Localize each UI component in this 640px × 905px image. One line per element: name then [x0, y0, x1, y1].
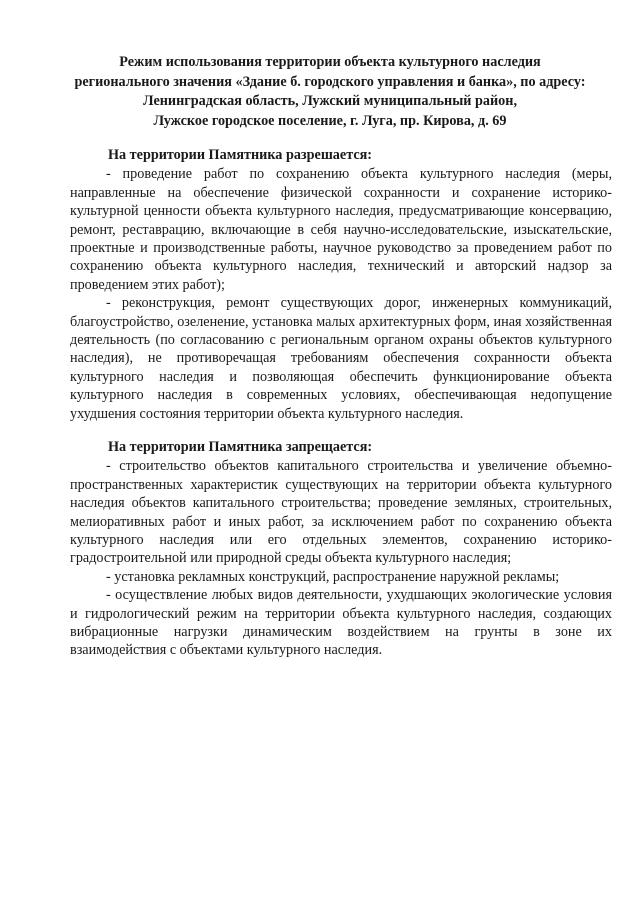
forbidden-section	[70, 438, 612, 660]
title-line-4: Лужское городское поселение, г. Луга, пр. Кирова, д. 69	[153, 112, 507, 129]
forbidden-heading: На территории Памятника запрещается:	[108, 439, 373, 455]
document-title	[60, 53, 600, 131]
title-line-2: регионального значения «Здание б. городского управления и банка», по адресу:	[74, 73, 586, 90]
title-line-1: Режим использования территории объекта культурного наследия	[119, 54, 541, 70]
forbidden-item-3: - осуществление любых видов деятельности, ухудшающих экологические условия и гидрологический режим на территории объекта культурного наследия, создающих вибрационные нагрузки динамическим воздействием на грунты в зоне их взаимодействия с объектами культурного наследия.	[70, 587, 612, 659]
allowed-item-1: - проведение работ по сохранению объекта культурного наследия (меры, направленные на обеспечение физической сохранности и сохранение историко-культурной ценности объекта культурного наследия, предусматривающие консервацию, ремонт, реставрацию, включающие в себя научно-исследовательские, изыскательские, проектные и производственные работы, научное руководство за проведением работ по сохранению объекта культурного наследия, технический и авторский надзор за проведением этих работ);	[70, 166, 612, 293]
allowed-item-2: - реконструкция, ремонт существующих дорог, инженерных коммуникаций, благоустройство, озеленение, установка малых архитектурных форм, иная хозяйственная деятельность (по согласованию с региональным органом охраны объектов культурного наследия), не противоречащая требованиям обеспечения сохранности объекта культурного наследия и позволяющая обеспечить функционирование объекта культурного наследия в современных условиях, обеспечивающая недопущение ухудшения состояния территории объекта культурного наследия.	[70, 295, 612, 422]
forbidden-item-2: - установка рекламных конструкций, распространение наружной рекламы;	[106, 568, 560, 585]
title-line-3: Ленинградская область, Лужский муниципальный район,	[142, 93, 517, 109]
allowed-heading: На территории Памятника разрешается:	[108, 147, 373, 163]
forbidden-item-1: - строительство объектов капитального строительства и увеличение объемно-пространственных характеристик существующих на территории объекта культурного наследия объектов капитального строительства; проведение земляных, строительных, мелиоративных работ и иных работ, за исключением работ по сохранению объекта культурного наследия или его отдельных элементов, сохранению историко-градостроительной или природной среды объекта культурного наследия;	[70, 458, 612, 567]
allowed-section	[70, 146, 612, 423]
